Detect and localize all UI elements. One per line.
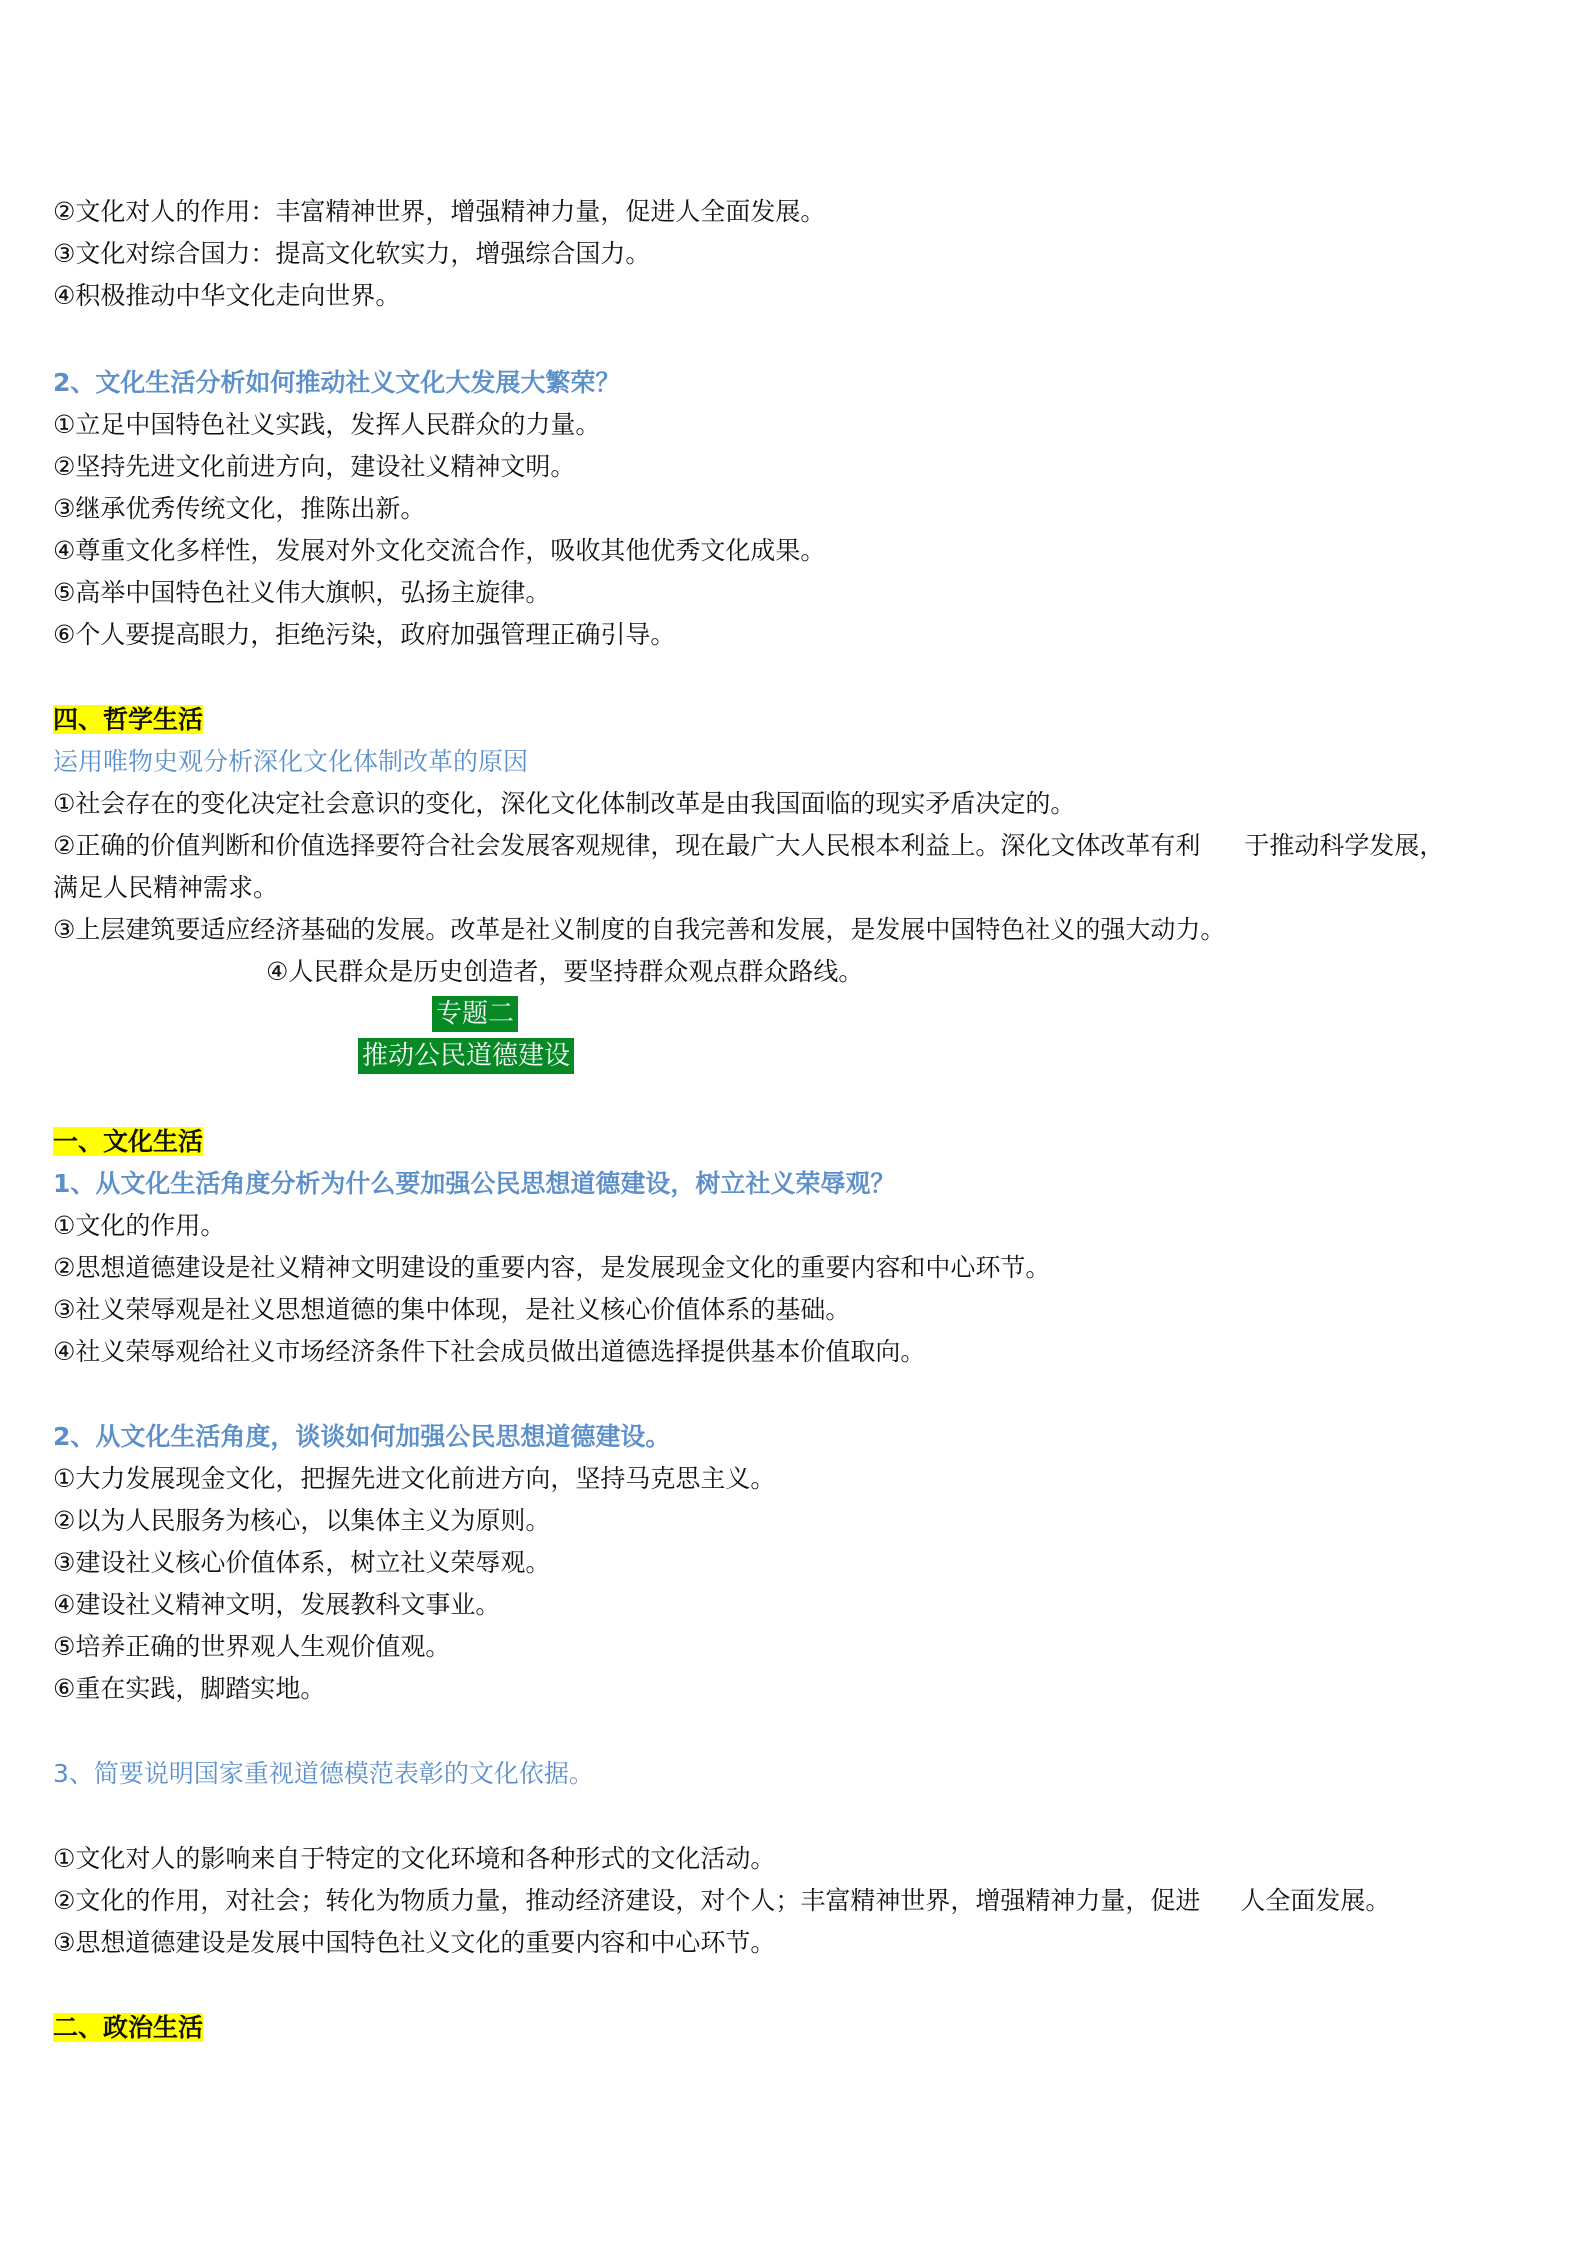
section-heading-text: 一、文化生活 <box>53 1127 204 1156</box>
list-item: ①文化的作用。 <box>53 1211 226 1240</box>
text-line: ③文化对综合国力：提高文化软实力，增强综合国力。 <box>53 239 651 268</box>
section-heading <box>53 2012 203 2044</box>
list-item: ②坚持先进文化前进方向，建设社义精神文明。 <box>53 452 576 481</box>
list-item: ④社义荣辱观给社义市场经济条件下社会成员做出道德选择提供基本价值取向。 <box>53 1337 926 1366</box>
list-item: ⑤培养正确的世界观人生观价值观。 <box>53 1632 451 1661</box>
list-item: ④尊重文化多样性，发展对外文化交流合作，吸收其他优秀文化成果。 <box>53 536 826 565</box>
list-item <box>53 830 1444 862</box>
section-heading <box>53 704 203 736</box>
section-heading-text: 二、政治生活 <box>53 2013 204 2042</box>
list-item: ④人民群众是历史创造者，要坚持群众观点群众路线。 <box>266 957 864 986</box>
text-line: ②文化对人的作用：丰富精神世界，增强精神力量，促进人全面发展。 <box>53 197 826 226</box>
list-item: ③思想道德建设是发展中国特色社义文化的重要内容和中心环节。 <box>53 1928 776 1957</box>
topic-title: 推动公民道德建设 <box>358 1038 574 1074</box>
list-item: ②以为人民服务为核心，以集体主义为原则。 <box>53 1506 551 1535</box>
list-item: ⑥个人要提高眼力，拒绝污染，政府加强管理正确引导。 <box>53 620 676 649</box>
topic-label: 专题二 <box>432 996 518 1032</box>
list-item: ⑤高举中国特色社义伟大旗帜，弘扬主旋律。 <box>53 578 551 607</box>
list-item: ①立足中国特色社义实践，发挥人民群众的力量。 <box>53 410 601 439</box>
list-item: ①文化对人的影响来自于特定的文化环境和各种形式的文化活动。 <box>53 1844 776 1873</box>
section-heading <box>53 1126 203 1158</box>
list-item: ③继承优秀传统文化，推陈出新。 <box>53 494 426 523</box>
list-item-text: 于推动科学发展， <box>1244 831 1445 860</box>
text-line: ④积极推动中华文化走向世界。 <box>53 281 401 310</box>
list-item-text: ②文化的作用，对社会；转化为物质力量，推动经济建设，对个人；丰富精神世界，增强精神力量，促进 <box>53 1886 1201 1915</box>
list-item <box>53 1885 1390 1917</box>
list-item-text: 人全面发展。 <box>1240 1886 1391 1915</box>
list-item: ②思想道德建设是社义精神文明建设的重要内容，是发展现金文化的重要内容和中心环节。 <box>53 1253 1051 1282</box>
list-item: ④建设社义精神文明，发展教科文事业。 <box>53 1590 501 1619</box>
section-subtitle: 运用唯物史观分析深化文化体制改革的原因 <box>53 747 529 776</box>
list-item: ③建设社义核心价值体系，树立社义荣辱观。 <box>53 1548 551 1577</box>
question-title: 1、从文化生活角度分析为什么要加强公民思想道德建设，树立社义荣辱观？ <box>53 1169 896 1198</box>
list-item-continuation: 满足人民精神需求。 <box>53 873 279 902</box>
question-title: 3、简要说明国家重视道德模范表彰的文化依据。 <box>53 1759 594 1788</box>
list-item: ①大力发展现金文化，把握先进文化前进方向，坚持马克思主义。 <box>53 1464 776 1493</box>
question-title: 2、文化生活分析如何推动社义文化大发展大繁荣？ <box>53 368 621 397</box>
list-item-text: ②正确的价值判断和价值选择要符合社会发展客观规律，现在最广大人民根本利益上。深化文体改革有利 <box>53 831 1201 860</box>
question-title: 2、从文化生活角度，谈谈如何加强公民思想道德建设。 <box>53 1422 671 1451</box>
list-item: ①社会存在的变化决定社会意识的变化，深化文化体制改革是由我国面临的现实矛盾决定的。 <box>53 789 1076 818</box>
section-heading-text: 四、哲学生活 <box>53 705 204 734</box>
list-item: ③上层建筑要适应经济基础的发展。改革是社义制度的自我完善和发展，是发展中国特色社义的强大动力。 <box>53 915 1226 944</box>
list-item: ⑥重在实践，脚踏实地。 <box>53 1674 326 1703</box>
list-item: ③社义荣辱观是社义思想道德的集中体现，是社义核心价值体系的基础。 <box>53 1295 851 1324</box>
